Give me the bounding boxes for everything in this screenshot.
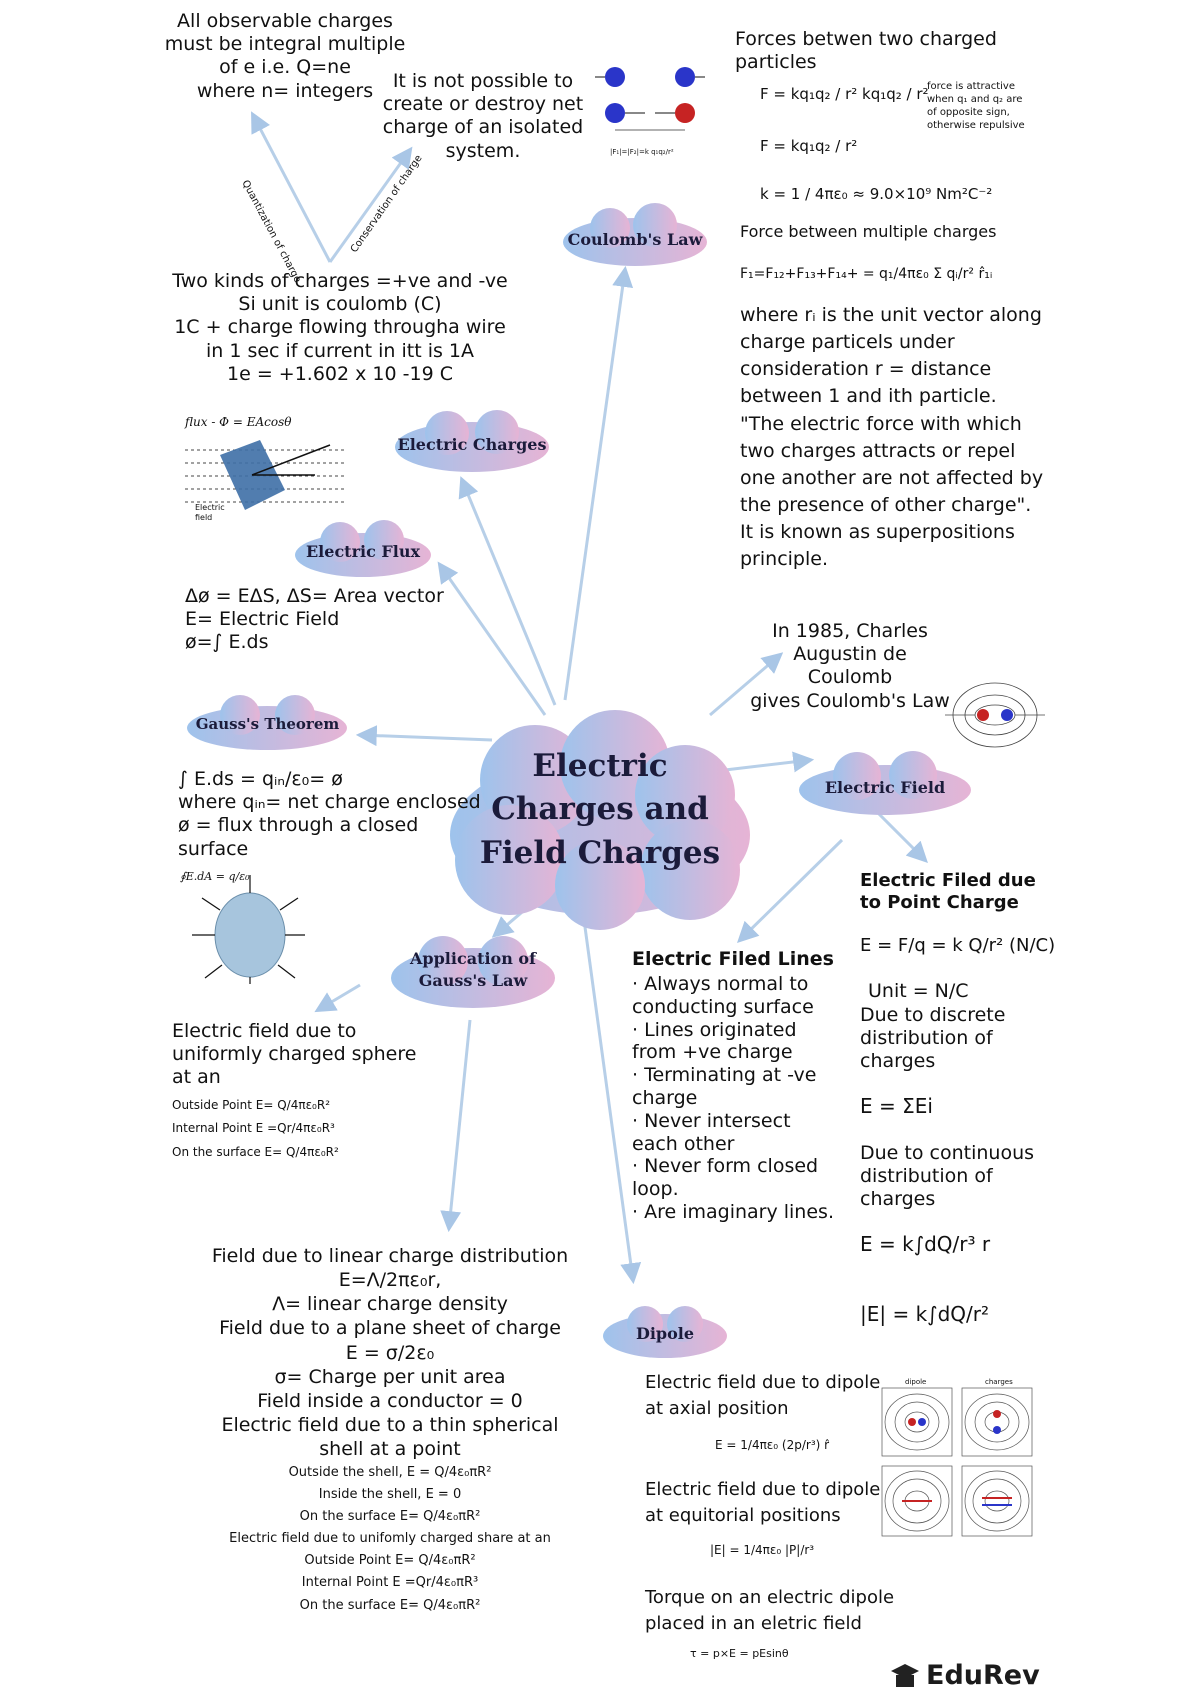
quantization-text: All observable charges must be integral multiple of e i.e. Q=ne where n= integers xyxy=(164,10,406,102)
electric-field-label: Electric Field xyxy=(824,778,946,797)
point-charge-eq: E = F/q = k Q/r² (N/C) xyxy=(860,935,1056,956)
arrow-to-electric-charges xyxy=(462,480,555,705)
flux-figure xyxy=(180,415,350,523)
gauss-theorem-cloud xyxy=(185,688,350,754)
arrow-to-dipole xyxy=(582,905,633,1280)
force-note: force is attractive when q₁ and q₂ are of opposite sign, otherwise repulsive xyxy=(927,81,1025,131)
point-charge-unit: Unit = N/C xyxy=(868,980,969,1002)
arrow-to-coulombs-law xyxy=(565,270,625,700)
electric-field-cloud xyxy=(795,748,975,820)
flux-figure-label: flux - Φ = EAcosθ xyxy=(185,415,292,429)
electric-charges-label: Electric Charges xyxy=(397,435,547,454)
continuous-eq1: E = k∫dQ/r³ r xyxy=(860,1232,991,1256)
conservation-text: It is not possible to create or destroy net charge of an isolated system. xyxy=(382,70,584,162)
arrow-application-to-linear xyxy=(449,1020,470,1228)
dipole-label: Dipole xyxy=(635,1324,695,1343)
flux-text: Δø = EΔS, ΔS= Area vector E= Electric Field ø=∫ E.ds xyxy=(185,585,444,654)
electric-flux-cloud xyxy=(292,515,434,581)
superposition-text: where rᵢ is the unit vector along charge particels under consideration r = distance between 1 and ith particle. "The electric force with which two charges attracts or repel one another are not affected by the presence of other charge". It is known as superpositions principle. xyxy=(740,304,1044,571)
edurev-logo-icon xyxy=(890,1661,920,1691)
multiple-eq: F₁=F₁₂+F₁₃+F₁₄+ = q₁/4πε₀ Σ qᵢ/r² r̂₁ᵢ xyxy=(740,266,993,282)
torque-text: Torque on an electric dipole placed in an eletric field xyxy=(645,1587,895,1635)
gauss-figure-label: ∮E.dA = q/ε₀ xyxy=(180,870,250,883)
field-lines-text: · Always normal to conducting surface · Lines originated from +ve charge · Terminating at -ve charge · Never intersect each other · Never form closed loop. · Are imaginary lines. xyxy=(632,973,834,1223)
arrow-conservation xyxy=(330,150,410,262)
central-topic: Electric Charges and Field Charges xyxy=(479,748,721,871)
dipole-equatorial-eq: |E| = 1/4πε₀ |P|/r³ xyxy=(710,1543,815,1557)
dipole-cloud xyxy=(600,1298,730,1362)
brand-name: EduRev xyxy=(926,1660,1040,1691)
application-gauss-cloud xyxy=(388,928,558,1014)
coulomb-fig-eq: |F₁|=|F₂|=k q₁q₂/r² xyxy=(610,148,674,156)
field-lines-title: Electric Filed Lines xyxy=(632,948,834,970)
quantization-arrow-label: Quantization of charge xyxy=(239,178,303,285)
forces-title: Forces betwen two charged particles xyxy=(735,28,997,74)
electric-flux-label: Electric Flux xyxy=(305,542,420,561)
discrete-text: Due to discrete distribution of charges xyxy=(860,1004,1006,1073)
force-eq2: F = kq₁q₂ / r² xyxy=(760,137,858,155)
electric-charges-cloud xyxy=(392,405,552,477)
gauss-theorem-label: Gauss's Theorem xyxy=(195,715,340,733)
dipole-field-images xyxy=(880,1378,1035,1538)
continuous-eq2: |E| = k∫dQ/r² xyxy=(860,1302,990,1326)
dipole-fig-label-2: charges xyxy=(985,1378,1013,1386)
discrete-eq: E = ΣEi xyxy=(860,1094,933,1118)
point-charge-title: Electric Filed due to Point Charge xyxy=(860,870,1036,913)
dipole-axial-eq: E = 1/4πε₀ (2p/r³) r̂ xyxy=(715,1438,830,1452)
coulombs-law-cloud xyxy=(560,200,710,270)
dipole-equatorial: Electric field due to dipole at equitorial positions xyxy=(645,1479,881,1527)
edurev-logo[interactable] xyxy=(890,1660,1040,1691)
central-topic-cloud xyxy=(440,710,760,930)
conservation-arrow-label: Conservation of charge xyxy=(348,153,425,255)
shell-points: Outside the shell, E = Q/4ε₀πR² Inside the shell, E = 0 On the surface E= Q/4ε₀πR² Electric field due to unifomly charged share at an Outside Point E= Q/4ε₀πR² Internal Point E =Qr/4ε₀πR³ On the surface E= Q/4ε₀πR² xyxy=(229,1465,551,1613)
dipole-field-pattern xyxy=(945,675,1045,755)
arrow-quantization xyxy=(253,115,330,262)
coulomb-history: In 1985, Charles Augustin de Coulomb gives Coulomb's Law xyxy=(750,620,950,712)
charges-info: Two kinds of charges =+ve and -ve Si unit is coulomb (C) 1C + charge flowing througha wire in 1 sec if current in itt is 1A 1e = +1.602 x 10 -19 C xyxy=(172,270,508,385)
torque-eq: τ = p×E = pEsinθ xyxy=(690,1647,789,1660)
linear-text: Field due to linear charge distribution E=Λ/2πε₀r, Λ= linear charge density Field due to a plane sheet of charge E = σ/2ε₀ σ= Charge per unit area Field inside a conductor = 0 Electric field due to a thin spherical shell at a point xyxy=(211,1245,569,1460)
dipole-axial: Electric field due to dipole at axial position xyxy=(645,1372,881,1420)
arrow-application-to-sphere xyxy=(318,985,360,1010)
gauss-text: ∫ E.ds = qᵢₙ/ε₀= ø where qᵢₙ= net charge enclosed ø = flux through a closed surface xyxy=(178,768,481,860)
sphere-points: Outside Point E= Q/4πε₀R² Internal Point E =Qr/4πε₀R³ On the surface E= Q/4πε₀R² xyxy=(172,1098,339,1159)
continuous-text: Due to continuous distribution of charges xyxy=(860,1142,1035,1211)
coulombs-law-label: Coulomb's Law xyxy=(567,230,703,249)
application-gauss-label: Application of Gauss's Law xyxy=(410,949,536,990)
flux-figure-caption: Electric field xyxy=(195,503,225,523)
gauss-figure xyxy=(180,870,310,985)
k-eq: k = 1 / 4πε₀ ≈ 9.0×10⁹ Nm²C⁻² xyxy=(760,185,993,203)
coulomb-charges-figure xyxy=(590,60,710,170)
sphere-text: Electric field due to uniformly charged sphere at an xyxy=(172,1020,417,1089)
force-eq1: F = kq₁q₂ / r² kq₁q₂ / r² xyxy=(760,85,929,103)
multiple-title: Force between multiple charges xyxy=(740,222,997,241)
dipole-fig-label-1: dipole xyxy=(905,1378,927,1386)
